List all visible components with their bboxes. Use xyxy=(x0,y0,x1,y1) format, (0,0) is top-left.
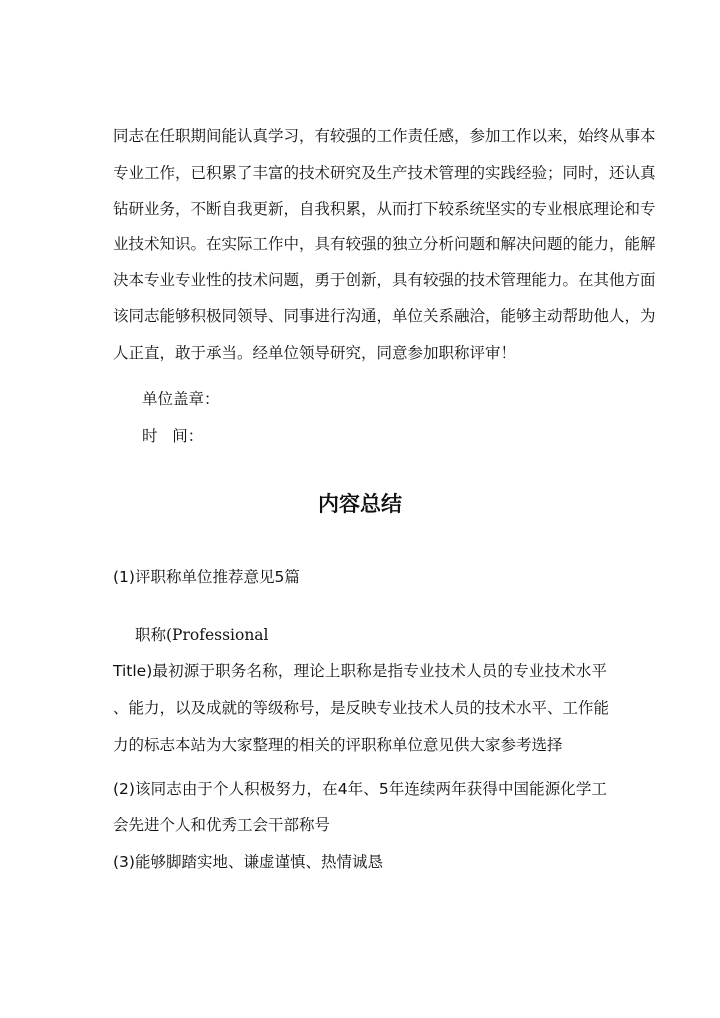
summary-item-1-line: 、能力，以及成就的等级称号，是反映专业技术人员的技术水平、工作能 xyxy=(113,699,610,717)
paragraph-line: 钻研业务，不断自我更新，自我积累，从而打下较系统坚实的专业根底理论和专 xyxy=(113,200,656,218)
professional-title-term: 职称(Professional xyxy=(135,626,269,644)
summary-item-2-line: (2)该同志由于个人积极努力，在4年、5年连续两年获得中国能源化学工 xyxy=(113,780,607,798)
stamp-label: 单位盖章： xyxy=(142,390,220,408)
paragraph-line: 该同志能够积极同领导、同事进行沟通，单位关系融洽，能够主动帮助他人，为 xyxy=(113,307,656,325)
summary-item-1-line: Title)最初源于职务名称，理论上职称是指专业技术人员的专业技术水平 xyxy=(113,662,607,680)
paragraph-line: 业技术知识。在实际工作中，具有较强的独立分析问题和解决问题的能力，能解 xyxy=(113,235,656,253)
paragraph-line: 人正直，敢于承当。经单位领导研究，同意参加职称评审！ xyxy=(113,344,517,362)
summary-item-1-line: 力的标志本站为大家整理的相关的评职称单位意见供大家参考选择 xyxy=(113,736,563,754)
summary-item-2-line: 会先进个人和优秀工会干部称号 xyxy=(113,816,331,834)
paragraph-line: 决本专业专业性的技术问题，勇于创新，具有较强的技术管理能力。在其他方面 xyxy=(113,271,656,289)
summary-item-1: (1)评职称单位推荐意见5篇 xyxy=(113,568,300,586)
summary-item-3: (3)能够脚踏实地、谦虚谨慎、热情诚恳 xyxy=(113,853,383,871)
time-label: 时 间： xyxy=(142,427,204,445)
paragraph-line: 同志在任职期间能认真学习，有较强的工作责任感，参加工作以来，始终从事本 xyxy=(113,127,656,145)
paragraph-line: 专业工作，已积累了丰富的技术研究及生产技术管理的实践经验；同时，还认真 xyxy=(113,164,656,182)
summary-title: 内容总结 xyxy=(318,492,402,516)
